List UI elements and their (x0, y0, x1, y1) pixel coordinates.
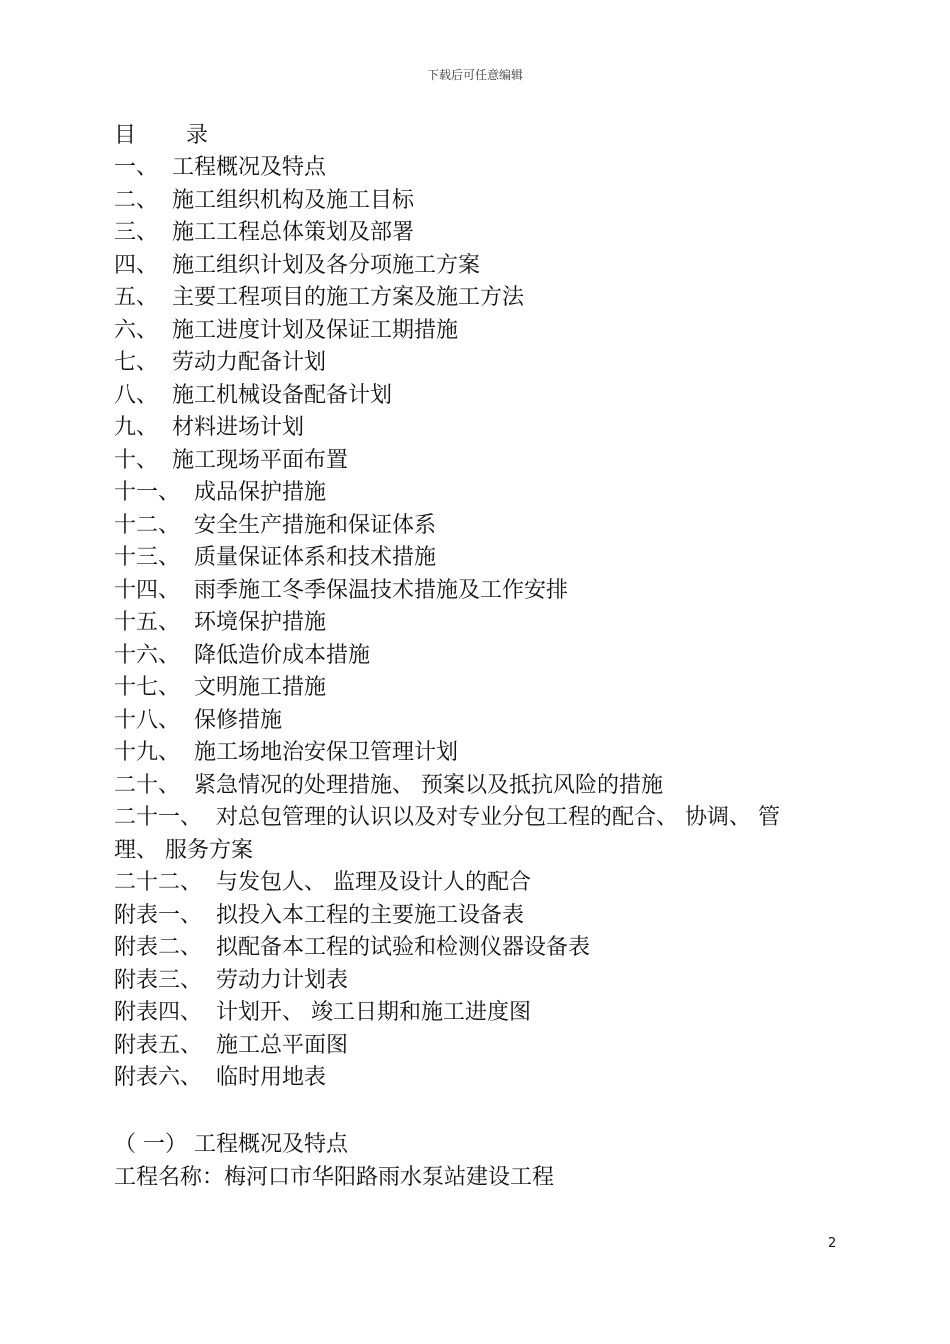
toc-item (114, 217, 834, 250)
toc-item (114, 997, 834, 1030)
toc-item (114, 152, 834, 185)
toc-item-text: 紧急情况的处理措施、 预案以及抵抗风险的措施 (194, 772, 664, 798)
toc-item-number: 十三、 (114, 545, 181, 570)
toc-item-text: 文明施工措施 (194, 675, 327, 700)
toc-item-number: 十七、 (114, 675, 181, 700)
toc-item (114, 965, 834, 998)
toc-item-text: 施工现场平面布置 (172, 447, 349, 473)
toc-item-text: 临时用地表 (216, 1065, 327, 1090)
toc-item-number: 二、 (114, 187, 159, 213)
toc-item-text: 拟配备本工程的试验和检测仪器设备表 (216, 935, 591, 960)
toc-item-number: 九、 (114, 415, 159, 440)
toc-item-number: 十五、 (114, 610, 181, 635)
toc-item-number: 附表一、 (114, 902, 203, 928)
toc-item (114, 445, 834, 478)
toc-item-number: 十一、 (114, 480, 181, 505)
toc-item-number: 附表二、 (114, 935, 203, 960)
toc-item-text: 拟投入本工程的主要施工设备表 (216, 902, 525, 928)
toc-item-text: 主要工程项目的施工方案及施工方法 (172, 285, 525, 310)
toc-item-number: 二十、 (114, 772, 181, 798)
toc-item-text: 劳动力计划表 (216, 967, 349, 993)
toc-item-number: 十九、 (114, 740, 181, 765)
section-overview (114, 1128, 834, 1194)
toc-item (114, 672, 834, 705)
toc-item-text: 保修措施 (194, 707, 283, 733)
toc-item (114, 347, 834, 380)
project-name: 工程名称：梅河口市华阳路雨水泵站建设工程 (114, 1165, 555, 1190)
toc-item (114, 412, 834, 445)
toc-item (114, 640, 834, 673)
toc-item-number: 四、 (114, 252, 159, 278)
toc-item-text: 材料进场计划 (172, 415, 305, 440)
toc-item (114, 1062, 834, 1095)
toc-item-text: 理、 服务方案 (114, 837, 253, 863)
toc-item-number: 八、 (114, 382, 159, 408)
toc-item-text: 劳动力配备计划 (172, 350, 327, 375)
toc-item-text: 施工工程总体策划及部署 (172, 220, 415, 245)
toc-item (114, 705, 834, 738)
toc-item (114, 607, 834, 640)
toc-item-number: 七、 (114, 350, 159, 375)
section-heading: （ 一） 工程概况及特点 (114, 1132, 348, 1157)
toc-item-number: 附表六、 (114, 1065, 203, 1090)
toc-item-number: 十二、 (114, 512, 181, 538)
toc-item (114, 932, 834, 965)
toc-item-number: 三、 (114, 220, 159, 245)
toc-item-number: 十、 (114, 447, 159, 473)
toc-item-number: 十八、 (114, 707, 181, 733)
toc-item-text: 雨季施工冬季保温技术措施及工作安排 (194, 577, 569, 603)
toc-item-number: 附表四、 (114, 1000, 203, 1025)
toc-item-text: 成品保护措施 (194, 480, 327, 505)
toc-item-text: 与发包人、 监理及设计人的配合 (216, 870, 532, 895)
toc-item-text: 环境保护措施 (194, 610, 327, 635)
toc-item (114, 185, 834, 218)
toc-title-char-1: 目 (114, 123, 137, 148)
toc-title-char-2: 录 (186, 123, 209, 148)
toc-item (114, 510, 834, 543)
toc-item-number: 五、 (114, 285, 159, 310)
toc-item-number: 十六、 (114, 642, 181, 668)
toc-item (114, 282, 834, 315)
toc-item (114, 542, 834, 575)
toc-item-text: 施工进度计划及保证工期措施 (172, 317, 459, 343)
toc-item (114, 477, 834, 510)
toc-item-text: 施工组织计划及各分项施工方案 (172, 252, 481, 278)
toc-item-number: 二十二、 (114, 870, 203, 895)
toc-item-text: 对总包管理的认识以及对专业分包工程的配合、 协调、 管 (216, 805, 781, 830)
toc-item (114, 575, 834, 608)
toc-item-text: 降低造价成本措施 (194, 642, 371, 668)
toc-item-number: 附表五、 (114, 1032, 203, 1058)
toc-item-text: 安全生产措施和保证体系 (194, 512, 437, 538)
toc-item-text: 施工组织机构及施工目标 (172, 187, 415, 213)
page-header: 下载后可任意编辑 (426, 68, 523, 82)
toc-item-text: 施工机械设备配备计划 (172, 382, 393, 408)
toc-item (114, 737, 834, 770)
toc-item-text: 工程概况及特点 (172, 155, 327, 180)
toc-item-text: 计划开、 竣工日期和施工进度图 (216, 1000, 532, 1025)
toc-item (114, 1030, 834, 1063)
toc-item-text: 施工场地治安保卫管理计划 (194, 740, 459, 765)
toc-item-number: 附表三、 (114, 967, 203, 993)
toc-item (114, 867, 834, 900)
toc-item-number: 一、 (114, 155, 159, 180)
toc-item-21-line-2 (114, 835, 834, 868)
toc-item (114, 900, 834, 933)
toc-item-text: 施工总平面图 (216, 1032, 349, 1058)
toc-item (114, 250, 834, 283)
toc-item-text: 质量保证体系和技术措施 (194, 545, 437, 570)
toc-item (114, 380, 834, 413)
toc-item-number: 六、 (114, 317, 159, 343)
toc-item (114, 315, 834, 348)
toc-item-number: 十四、 (114, 577, 181, 603)
page-number: 2 (828, 1236, 837, 1251)
toc-item-21-line-1 (114, 802, 834, 835)
toc-title (114, 120, 834, 152)
toc-item (114, 770, 834, 803)
table-of-contents (114, 120, 834, 1095)
toc-item-number: 二十一、 (114, 805, 203, 830)
